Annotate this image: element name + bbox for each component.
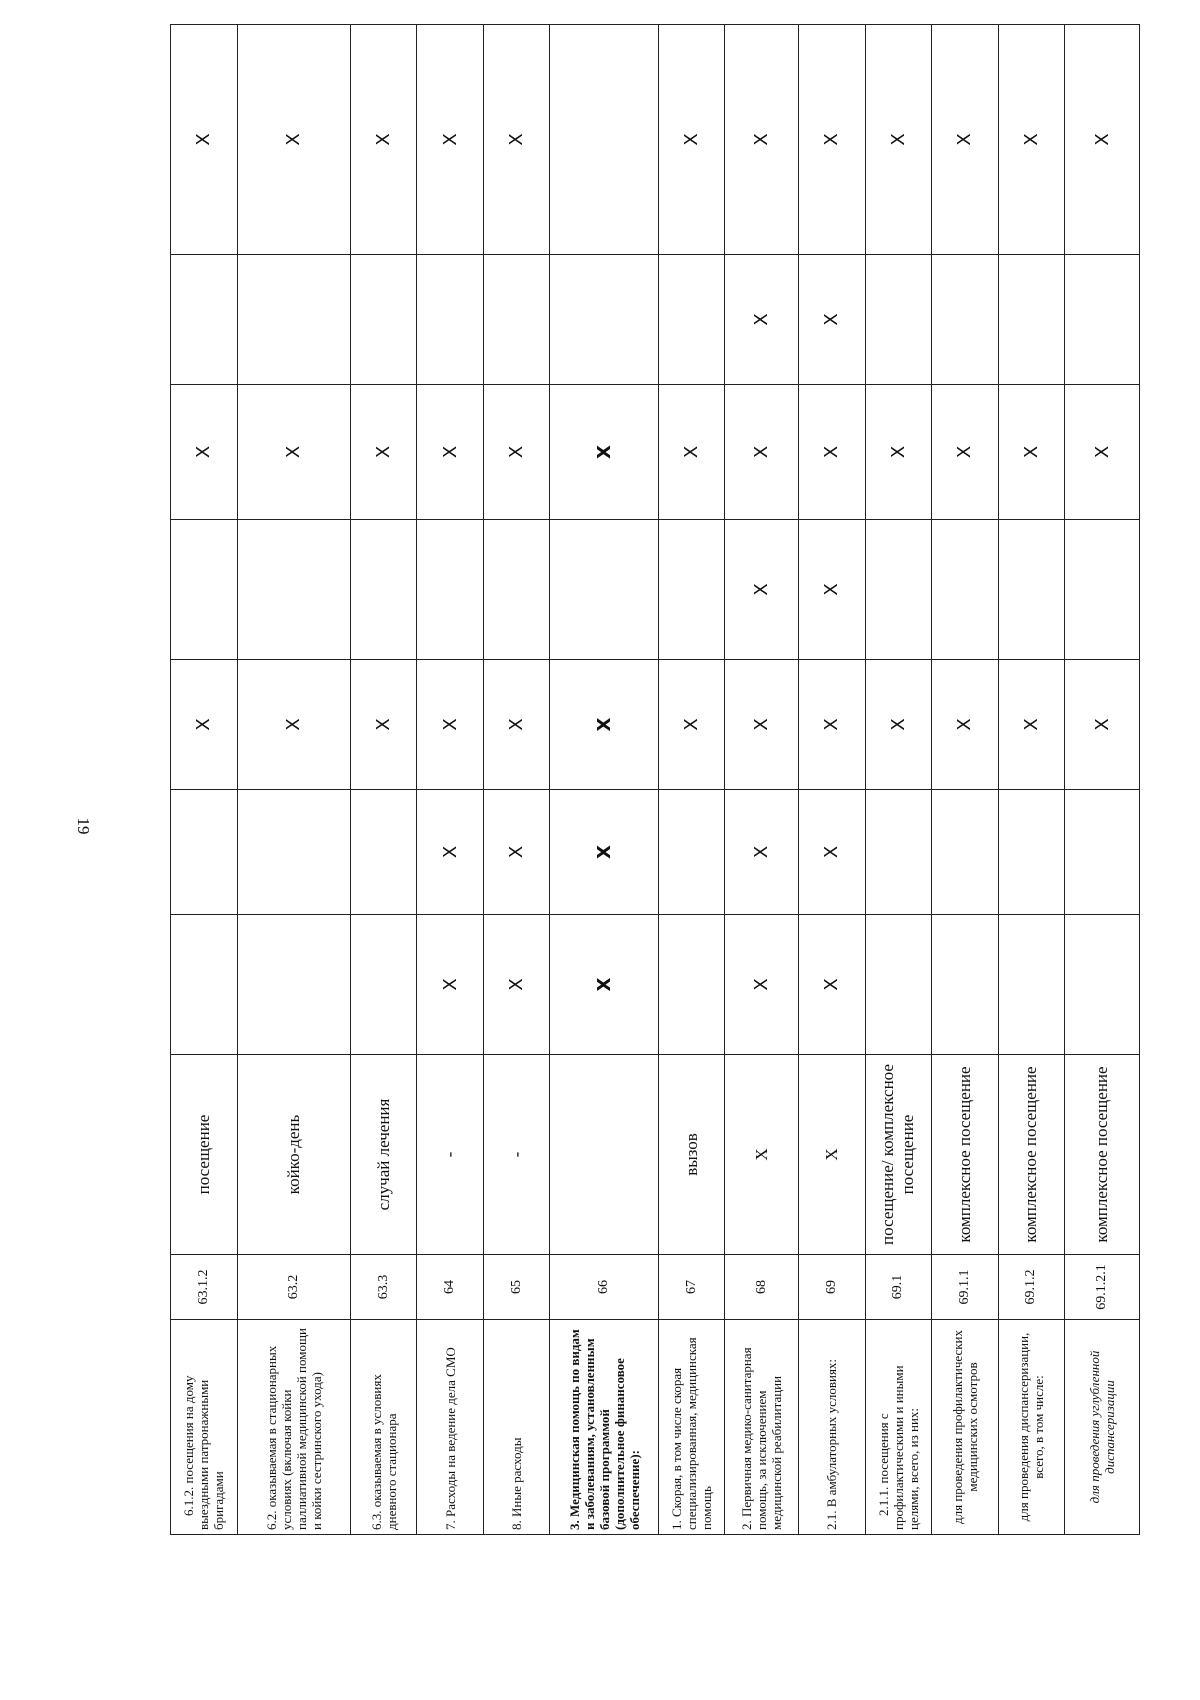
mark-cell-c10: X (1065, 25, 1140, 255)
mark-cell-c6: X (725, 660, 799, 790)
mark-cell-c7 (998, 520, 1065, 660)
unit-cell (550, 1055, 659, 1255)
mark-cell-c4 (1065, 915, 1140, 1055)
mark-cell-c8: X (483, 385, 550, 520)
mark-cell-c8: X (998, 385, 1065, 520)
table-row (417, 25, 484, 1535)
row-name-cell: для проведения профилактических медицинских осмотров (932, 1320, 999, 1535)
mark-cell-c8: X (725, 385, 799, 520)
mark-cell-c6: X (417, 660, 484, 790)
mark-cell-c10: X (483, 25, 550, 255)
table-row (1065, 25, 1140, 1535)
mark-cell-c4: X (483, 915, 550, 1055)
mark-cell-c9 (998, 255, 1065, 385)
unit-cell: случай лечения (350, 1055, 417, 1255)
row-name-cell: 6.3. оказываемая в условиях дневного стационара (350, 1320, 417, 1535)
row-code-cell: 64 (417, 1255, 484, 1320)
mark-cell-c10: X (350, 25, 417, 255)
mark-cell-c10: X (658, 25, 725, 255)
mark-cell-c4 (237, 915, 350, 1055)
row-name-cell: 2. Первичная медико-санитарная помощь, за исключением медицинской реабилитации (725, 1320, 799, 1535)
mark-cell-c8: X (237, 385, 350, 520)
mark-cell-c8: X (932, 385, 999, 520)
mark-cell-c8: X (799, 385, 866, 520)
unit-cell: посещение/ комплексное посещение (865, 1055, 932, 1255)
mark-cell-c10: X (171, 25, 238, 255)
mark-cell-c4: X (799, 915, 866, 1055)
unit-cell: комплексное посещение (1065, 1055, 1140, 1255)
mark-cell-c9 (865, 255, 932, 385)
mark-cell-c10: X (799, 25, 866, 255)
mark-cell-c9 (483, 255, 550, 385)
mark-cell-c4 (932, 915, 999, 1055)
unit-cell: - (417, 1055, 484, 1255)
table-row (483, 25, 550, 1535)
mark-cell-c5 (237, 790, 350, 915)
mark-cell-c8: X (171, 385, 238, 520)
mark-cell-c4: X (417, 915, 484, 1055)
unit-cell: X (799, 1055, 866, 1255)
mark-cell-c8: X (417, 385, 484, 520)
row-code-cell: 63.1.2 (171, 1255, 238, 1320)
mark-cell-c5: X (799, 790, 866, 915)
row-code-cell: 69.1.2.1 (1065, 1255, 1140, 1320)
mark-cell-c6: X (998, 660, 1065, 790)
row-code-cell: 63.2 (237, 1255, 350, 1320)
mark-cell-c5 (171, 790, 238, 915)
unit-cell: X (725, 1055, 799, 1255)
table-row (725, 25, 799, 1535)
row-name-cell: 6.1.2. посещения на дому выездными патронажными бригадами (171, 1320, 238, 1535)
table-row (350, 25, 417, 1535)
mark-cell-c8: X (658, 385, 725, 520)
mark-cell-c6: X (350, 660, 417, 790)
mark-cell-c7 (550, 520, 659, 660)
mark-cell-c4 (171, 915, 238, 1055)
mark-cell-c7 (350, 520, 417, 660)
mark-cell-c5: X (417, 790, 484, 915)
mark-cell-c7 (658, 520, 725, 660)
mark-cell-c8: X (865, 385, 932, 520)
row-name-cell: для проведения углубленной диспансеризации (1065, 1320, 1140, 1535)
mark-cell-c6: X (237, 660, 350, 790)
mark-cell-c7 (865, 520, 932, 660)
row-code-cell: 65 (483, 1255, 550, 1320)
table-rotated-wrapper (170, 25, 1140, 1535)
mark-cell-c6: X (1065, 660, 1140, 790)
mark-cell-c9 (550, 255, 659, 385)
mark-cell-c10 (550, 25, 659, 255)
mark-cell-c7 (171, 520, 238, 660)
mark-cell-c8: X (550, 385, 659, 520)
mark-cell-c9 (237, 255, 350, 385)
table-row (237, 25, 350, 1535)
mark-cell-c7 (932, 520, 999, 660)
mark-cell-c5 (932, 790, 999, 915)
mark-cell-c4: X (550, 915, 659, 1055)
table-row (932, 25, 999, 1535)
row-code-cell: 66 (550, 1255, 659, 1320)
mark-cell-c10: X (998, 25, 1065, 255)
mark-cell-c4 (998, 915, 1065, 1055)
mark-cell-c7 (1065, 520, 1140, 660)
mark-cell-c6: X (483, 660, 550, 790)
mark-cell-c9 (932, 255, 999, 385)
mark-cell-c7 (417, 520, 484, 660)
table-row (998, 25, 1065, 1535)
table-row (550, 25, 659, 1535)
mark-cell-c5 (658, 790, 725, 915)
row-code-cell: 68 (725, 1255, 799, 1320)
row-code-cell: 69.1 (865, 1255, 932, 1320)
mark-cell-c6: X (171, 660, 238, 790)
mark-cell-c6: X (658, 660, 725, 790)
mark-cell-c7: X (725, 520, 799, 660)
table-row (658, 25, 725, 1535)
unit-cell: комплексное посещение (998, 1055, 1065, 1255)
unit-cell: вызов (658, 1055, 725, 1255)
row-name-cell: 1. Скорая, в том числе скорая специализированная, медицинская помощь (658, 1320, 725, 1535)
table-row (865, 25, 932, 1535)
unit-cell: комплексное посещение (932, 1055, 999, 1255)
mark-cell-c5: X (483, 790, 550, 915)
mark-cell-c6: X (799, 660, 866, 790)
mark-cell-c5 (1065, 790, 1140, 915)
table-row (799, 25, 866, 1535)
table-body (171, 25, 1140, 1535)
mark-cell-c10: X (237, 25, 350, 255)
row-name-cell: для проведения диспансеризации, всего, в том числе: (998, 1320, 1065, 1535)
mark-cell-c9 (1065, 255, 1140, 385)
mark-cell-c7 (483, 520, 550, 660)
mark-cell-c4: X (725, 915, 799, 1055)
row-name-cell: 2.1. В амбулаторных условиях: (799, 1320, 866, 1535)
row-code-cell: 69.1.2 (998, 1255, 1065, 1320)
mark-cell-c9 (417, 255, 484, 385)
financing-table (170, 24, 1140, 1535)
row-name-cell: 2.1.1. посещения с профилактическими и иными целями, всего, из них: (865, 1320, 932, 1535)
mark-cell-c9 (171, 255, 238, 385)
mark-cell-c10: X (725, 25, 799, 255)
mark-cell-c9: X (725, 255, 799, 385)
page-number: 19 (74, 817, 93, 835)
mark-cell-c4 (865, 915, 932, 1055)
mark-cell-c5 (998, 790, 1065, 915)
mark-cell-c4 (350, 915, 417, 1055)
row-name-cell: 8. Иные расходы (483, 1320, 550, 1535)
mark-cell-c5 (350, 790, 417, 915)
mark-cell-c8: X (350, 385, 417, 520)
mark-cell-c5: X (725, 790, 799, 915)
mark-cell-c10: X (417, 25, 484, 255)
mark-cell-c10: X (932, 25, 999, 255)
mark-cell-c5: X (550, 790, 659, 915)
mark-cell-c9 (350, 255, 417, 385)
mark-cell-c7: X (799, 520, 866, 660)
mark-cell-c9 (658, 255, 725, 385)
mark-cell-c8: X (1065, 385, 1140, 520)
unit-cell: - (483, 1055, 550, 1255)
row-code-cell: 67 (658, 1255, 725, 1320)
mark-cell-c9: X (799, 255, 866, 385)
mark-cell-c6: X (932, 660, 999, 790)
mark-cell-c6: X (550, 660, 659, 790)
row-code-cell: 69.1.1 (932, 1255, 999, 1320)
row-name-cell: 7. Расходы на ведение дела СМО (417, 1320, 484, 1535)
mark-cell-c4 (658, 915, 725, 1055)
row-name-cell: 3. Медицинская помощь по видам и заболеваниям, установленным базовой программой (дополнительное финансовое обеспечение): (550, 1320, 659, 1535)
mark-cell-c7 (237, 520, 350, 660)
unit-cell: койко-день (237, 1055, 350, 1255)
unit-cell: посещение (171, 1055, 238, 1255)
row-code-cell: 63.3 (350, 1255, 417, 1320)
row-code-cell: 69 (799, 1255, 866, 1320)
mark-cell-c6: X (865, 660, 932, 790)
mark-cell-c10: X (865, 25, 932, 255)
mark-cell-c5 (865, 790, 932, 915)
row-name-cell: 6.2. оказываемая в стационарных условиях (включая койки паллиативной медицинской помощи и койки сестринского ухода) (237, 1320, 350, 1535)
table-row (171, 25, 238, 1535)
